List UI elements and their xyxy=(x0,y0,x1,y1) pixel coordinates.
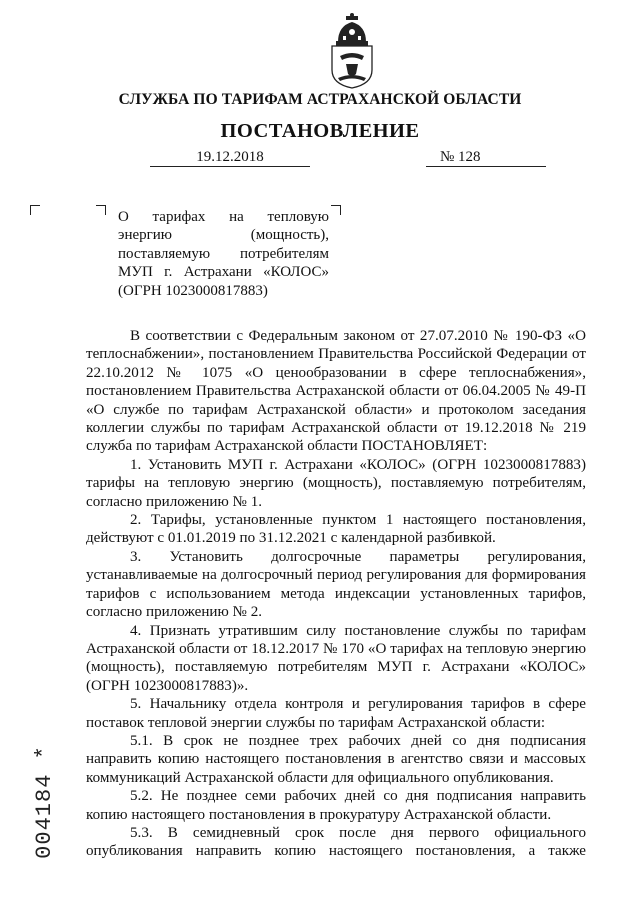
body-line: 22.10.2012 № 1075 «О ценообразовании в сфере теплоснабжения», xyxy=(86,364,586,381)
body-line: 3. Установить долгосрочные параметры регулирования, xyxy=(130,548,586,565)
body-line: 1. Установить МУП г. Астрахани «КОЛОС» (ОГРН 1023000817883) xyxy=(130,456,586,473)
subject-line: (ОГРН 1023000817883) xyxy=(118,282,268,299)
body-line: копию настоящего постановления в прокуратуру Астраханской области. xyxy=(86,806,552,823)
body-line: поставок тепловой энергии службы по тарифам Астраханской области: xyxy=(86,714,546,731)
coat-of-arms-emblem xyxy=(326,12,378,90)
body-line: действуют с 01.01.2019 по 31.12.2021 с календарной разбивкой. xyxy=(86,530,496,547)
body-line: устанавливаемые на долгосрочный период регулирования для формирования xyxy=(86,567,586,584)
body-line: (мощность), поставляемую потребителям МУП г. Астрахани «КОЛОС» xyxy=(86,659,586,676)
body-line: (ОГРН 1023000817883)». xyxy=(86,677,249,694)
document-date: 19.12.2018 xyxy=(150,148,310,167)
body-line: согласно приложению № 2. xyxy=(86,604,263,621)
body-line: 2. Тарифы, установленные пунктом 1 настоящего постановления, xyxy=(130,512,586,529)
body-line: 5.1. В срок не позднее трех рабочих дней со дня подписания xyxy=(130,732,586,749)
body-line: коллегии службы по тарифам Астраханской области от 19.12.2018 № 219 xyxy=(86,420,586,437)
body-line: 5.3. В семидневный срок после дня первого официального xyxy=(130,824,586,841)
document-type-title: ПОСТАНОВЛЕНИЕ xyxy=(220,120,420,142)
body-line: постановлением Правительства Астраханской области от 06.04.2005 № 49-П xyxy=(86,383,586,400)
corner-mark-left xyxy=(30,205,40,215)
body-line: тарифы на тепловую энергию (мощность), поставляемую потребителям, xyxy=(86,475,586,492)
body-line: направить копию настоящего постановления в агентство связи и массовых xyxy=(86,751,586,768)
subject-line: энергию (мощность), xyxy=(118,227,329,244)
subject-line: О тарифах на тепловую xyxy=(118,209,329,225)
body-line: 5.2. Не позднее семи рабочих дней со дня подписания направить xyxy=(130,788,586,805)
body-line: тарифов с использованием метода индексации установленных тарифов, xyxy=(86,585,586,602)
document-body xyxy=(86,327,586,861)
corner-mark-subject-right xyxy=(331,205,341,215)
subject-line: МУП г. Астрахани «КОЛОС» xyxy=(118,264,329,281)
document-number: № 128 xyxy=(426,148,546,167)
body-line: согласно приложению № 1. xyxy=(86,493,263,510)
document-subject xyxy=(118,208,329,300)
body-line: коммуникаций Астраханской области для официального опубликования. xyxy=(86,769,554,786)
body-line: 5. Начальнику отдела контроля и регулирования тарифов в сфере xyxy=(130,696,586,713)
body-line: В соответствии с Федеральным законом от 27.07.2010 № 190-ФЗ «О xyxy=(130,328,586,344)
subject-line: поставляемую потребителям xyxy=(118,245,329,262)
body-line: «О службе по тарифам Астраханской области» и протоколом заседания xyxy=(86,401,586,418)
agency-name: СЛУЖБА ПО ТАРИФАМ АСТРАХАНСКОЙ ОБЛАСТИ xyxy=(118,91,522,108)
margin-serial-stamp xyxy=(8,742,68,862)
body-line: теплоснабжении», постановлением Правительства Российской Федерации от xyxy=(86,346,586,363)
body-line: 4. Признать утратившим силу постановление службы по тарифам xyxy=(130,622,586,639)
margin-serial-text: 004184 * xyxy=(32,745,57,859)
body-line: Астраханской области от 18.12.2017 № 170 «О тарифах на тепловую энергию xyxy=(86,640,586,657)
corner-mark-subject-left xyxy=(96,205,106,215)
body-line: опубликования направить копию настоящего постановления, а также xyxy=(86,843,586,860)
body-line: служба по тарифам Астраханской области ПОСТАНОВЛЯЕТ: xyxy=(86,438,488,455)
